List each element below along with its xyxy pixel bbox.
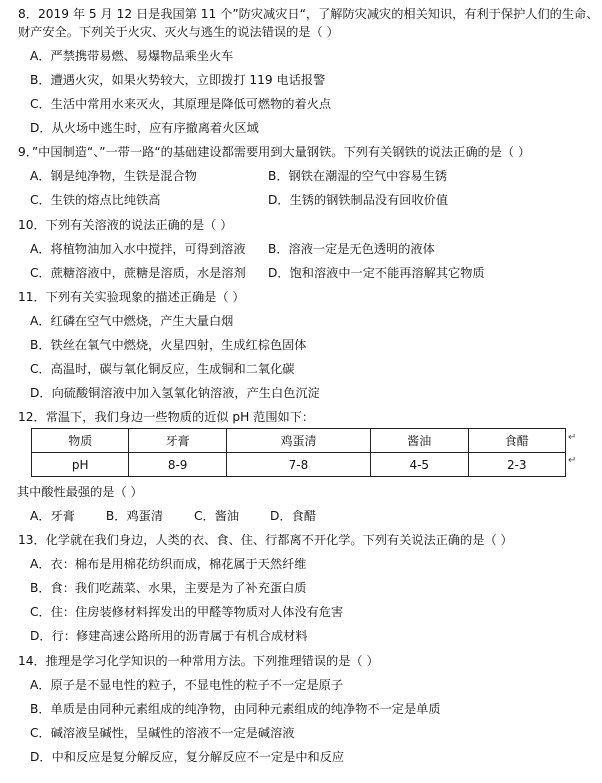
ph-table-header-cell: 食醋 xyxy=(468,429,566,453)
q14-option-a: A．原子是不显电性的粒子，不显电性的粒子不一定是原子 xyxy=(30,678,344,692)
q8-option-b: B．遭遇火灾，如果火势较大，立即拨打 119 电话报警 xyxy=(30,73,326,87)
q11-option-d: D．向硫酸铜溶液中加入氢氧化钠溶液，产生白色沉淀 xyxy=(30,386,320,400)
ph-table-header-cell: 酱油 xyxy=(371,429,468,453)
ph-table-header-cell: 鸡蛋清 xyxy=(226,429,370,453)
ph-table-cell: 2-3 xyxy=(468,453,566,477)
q9-stem: 9．”中国制造“、”一带一路“的基础建设都需要用到大量钢铁。下列有关钢铁的说法正确的是（ ） xyxy=(18,145,531,159)
ph-table-value-row xyxy=(32,453,566,477)
ph-table-cell: 7-8 xyxy=(226,453,370,477)
q13-option-d: D．行：修建高速公路所用的沥青属于有机合成材料 xyxy=(30,629,308,643)
q8-option-a: A．严禁携带易燃、易爆物品乘坐火车 xyxy=(30,49,234,63)
q9-option-c: C．生铁的熔点比纯铁高 xyxy=(30,193,161,207)
ph-table-header-row xyxy=(32,429,566,453)
q10-option-d: D．饱和溶液中一定不能再溶解其它物质 xyxy=(268,266,485,280)
q9-option-b: B．钢铁在潮湿的空气中容易生锈 xyxy=(268,169,447,183)
ph-table-header-cell: 牙膏 xyxy=(129,429,226,453)
q14-option-b: B．单质是由同种元素组成的纯净物，由同种元素组成的纯净物不一定是单质 xyxy=(30,702,441,716)
q9-option-a: A．钢是纯净物，生铁是混合物 xyxy=(30,169,197,183)
q11-option-b: B．铁丝在氧气中燃烧，火星四射，生成红棕色固体 xyxy=(30,338,307,352)
ph-table-cell: pH xyxy=(32,453,129,477)
q14-option-c: C．碱溶液呈碱性，呈碱性的溶液不一定是碱溶液 xyxy=(30,726,295,740)
q11-stem: 11．下列有关实验现象的描述正确是（ ） xyxy=(18,290,245,304)
q12-options: A．牙膏 B．鸡蛋清 C．酱油 D．食醋 xyxy=(30,509,317,523)
q12-stem: 12．常温下，我们身边一些物质的近似 pH 范围如下： xyxy=(18,410,315,424)
q14-option-d: D．中和反应是复分解反应，复分解反应不一定是中和反应 xyxy=(30,750,345,764)
q8-option-d: D．从火场中逃生时，应有序撤离着火区域 xyxy=(30,121,259,135)
q10-option-a: A．将植物油加入水中搅拌，可得到溶液 xyxy=(30,242,246,256)
q14-stem: 14．推理是学习化学知识的一种常用方法。下列推理错误的是（ ） xyxy=(18,654,379,668)
q13-option-a: A．衣：棉布是用棉花纺织而成，棉花属于天然纤维 xyxy=(30,557,307,571)
q10-option-b: B．溶液一定是无色透明的液体 xyxy=(268,242,435,256)
q10-stem: 10．下列有关溶液的说法正确的是（ ） xyxy=(18,218,233,232)
q12-follow-up: 其中酸性最强的是（ ） xyxy=(17,485,143,499)
ph-table-header-cell: 物质 xyxy=(32,429,129,453)
q11-option-a: A．红磷在空气中燃烧，产生大量白烟 xyxy=(30,314,234,328)
q13-option-b: B．食：我们吃蔬菜、水果，主要是为了补充蛋白质 xyxy=(30,581,307,595)
q13-stem: 13．化学就在我们身边，人类的衣、食、住、行都离不开化学。下列有关说法正确的是（ ） xyxy=(18,533,513,547)
row-end-mark: ↵ xyxy=(568,432,577,443)
ph-table xyxy=(31,428,566,477)
q8-stem-line1: 8．2019 年 5 月 12 日是我国第 11 个”防灾减灾日“，了解防灾减灾的相关知识，有利于保护人们的生命、 xyxy=(18,7,599,21)
ph-table-cell: 8-9 xyxy=(129,453,226,477)
ph-table-cell: 4-5 xyxy=(371,453,468,477)
q8-stem-line2: 财产安全。下列关于火灾、灭火与逃生的说法错误的是（ ） xyxy=(18,25,339,39)
q11-option-c: C．高温时，碳与氧化铜反应，生成铜和二氧化碳 xyxy=(30,362,295,376)
row-end-mark: ↵ xyxy=(568,455,577,466)
q10-option-c: C．蔗糖溶液中，蔗糖是溶质，水是溶剂 xyxy=(30,266,246,280)
q9-option-d: D．生锈的钢铁制品没有回收价值 xyxy=(268,193,449,207)
q13-option-c: C．住：住房装修材料挥发出的甲醛等物质对人体没有危害 xyxy=(30,605,344,619)
q8-option-c: C．生活中常用水来灭火，其原理是降低可燃物的着火点 xyxy=(30,97,332,111)
